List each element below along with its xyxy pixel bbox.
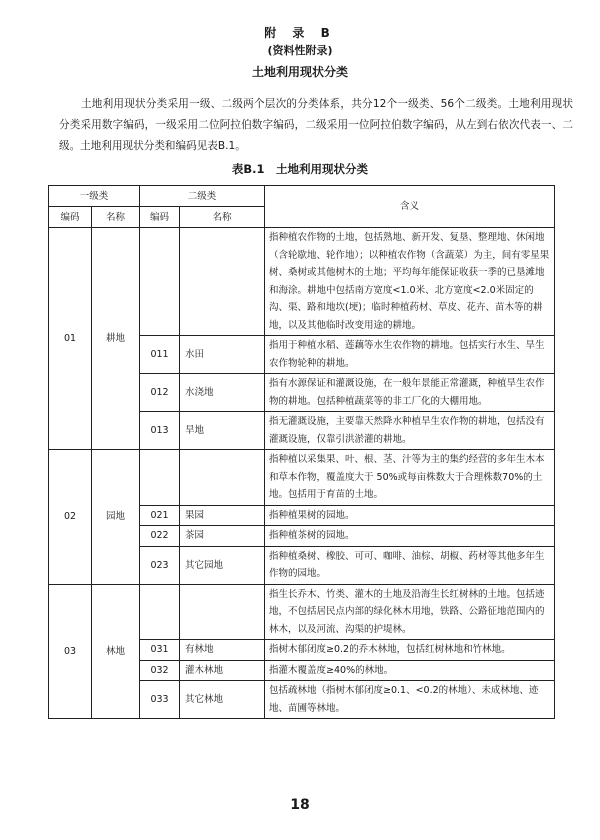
sub-name: 旱地 xyxy=(180,412,265,450)
group-desc: 指种植以采集果、叶、根、茎、汁等为主的集约经营的多年生木本和草本作物，覆盖度大于 50%或每亩株数大于合理株数70%的土地。包括用于育苗的土地。 xyxy=(265,450,555,506)
sub-name: 其它园地 xyxy=(180,546,265,584)
appendix-note: (资料性附录) xyxy=(267,44,333,57)
header-level1: 一级类 xyxy=(49,186,140,207)
sub-code: 031 xyxy=(140,640,180,661)
empty-cell xyxy=(140,450,180,506)
empty-cell xyxy=(180,584,265,640)
sub-code: 022 xyxy=(140,526,180,547)
group-desc: 指生长乔木、竹类、灌木的土地及沿海生长红树林的土地。包括迹地，不包括居民点内部的绿化林木用地，铁路、公路征地范围内的林木，以及河流、沟渠的护堤林。 xyxy=(265,584,555,640)
header-level2-code: 编码 xyxy=(140,207,180,228)
empty-cell xyxy=(140,584,180,640)
table-row xyxy=(49,584,555,640)
sub-name: 水浇地 xyxy=(180,374,265,412)
intro-paragraph: 土地利用现状分类采用一级、二级两个层次的分类体系，共分12个一级类、56个二级类。土地利用现状分类采用数字编码，一级采用二位阿拉伯数字编码，二级采用一位阿拉伯数字编码，从左到右依次代表一、二级。土地利用现状分类和编码见表B.1。 xyxy=(59,98,573,152)
header-level1-name: 名称 xyxy=(92,207,140,228)
appendix-header xyxy=(0,24,600,82)
group-code: 01 xyxy=(49,228,92,450)
sub-name: 其它林地 xyxy=(180,681,265,719)
sub-code: 033 xyxy=(140,681,180,719)
sub-desc: 指树木郁闭度≥0.2的乔木林地，包括红树林地和竹林地。 xyxy=(265,640,555,661)
page-title: 土地利用现状分类 xyxy=(251,65,348,79)
sub-code: 023 xyxy=(140,546,180,584)
header-level1-code: 编码 xyxy=(49,207,92,228)
sub-code: 032 xyxy=(140,660,180,681)
group-name: 林地 xyxy=(92,584,140,719)
page-number: 18 xyxy=(290,797,310,813)
header-desc: 含义 xyxy=(265,186,555,228)
sub-name: 有林地 xyxy=(180,640,265,661)
sub-desc: 指灌木覆盖度≥40%的林地。 xyxy=(265,660,555,681)
sub-name: 茶园 xyxy=(180,526,265,547)
group-desc: 指种植农作物的土地，包括熟地、新开发、复垦、整理地、休闲地（含轮歇地、轮作地）；以种植农作物（含蔬菜）为主，间有零星果树、桑树或其他树木的土地；平均每年能保证收获一季的已垦滩地和海涂。耕地中包括南方宽度<1.0米、北方宽度<2.0米固定的沟、渠、路和地坎(埂)；临时种植药材、草皮、花卉、苗木等的耕地，以及其他临时改变用途的耕地。 xyxy=(265,228,555,336)
empty-cell xyxy=(180,450,265,506)
sub-desc: 指用于种植水稻、莲藕等水生农作物的耕地。包括实行水生、旱生农作物轮种的耕地。 xyxy=(265,336,555,374)
sub-desc: 包括疏林地（指树木郁闭度≥0.1、<0.2的林地）、未成林地、迹地、苗圃等林地。 xyxy=(265,681,555,719)
sub-name: 果园 xyxy=(180,505,265,526)
group-code: 02 xyxy=(49,450,92,585)
sub-desc: 指种植果树的园地。 xyxy=(265,505,555,526)
table-header-row xyxy=(49,186,555,207)
sub-name: 水田 xyxy=(180,336,265,374)
sub-desc: 指种植茶树的园地。 xyxy=(265,526,555,547)
sub-name: 灌木林地 xyxy=(180,660,265,681)
empty-cell xyxy=(140,228,180,336)
table-row xyxy=(49,450,555,506)
header-level2: 二级类 xyxy=(140,186,265,207)
sub-code: 011 xyxy=(140,336,180,374)
group-code: 03 xyxy=(49,584,92,719)
table-row xyxy=(49,228,555,336)
group-name: 园地 xyxy=(92,450,140,585)
table-caption: 表B.1 土地利用现状分类 xyxy=(231,162,369,176)
land-use-classification-table xyxy=(48,185,555,719)
sub-desc: 指无灌溉设施，主要靠天然降水种植旱生农作物的耕地，包括没有灌溉设施，仅靠引洪淤灌的耕地。 xyxy=(265,412,555,450)
empty-cell xyxy=(180,228,265,336)
sub-desc: 指种植桑树、橡胶、可可、咖啡、油棕、胡椒、药材等其他多年生作物的园地。 xyxy=(265,546,555,584)
sub-code: 021 xyxy=(140,505,180,526)
sub-desc: 指有水源保证和灌溉设施，在一般年景能正常灌溉，种植旱生农作物的耕地。包括种植蔬菜等的非工厂化的大棚用地。 xyxy=(265,374,555,412)
group-name: 耕地 xyxy=(92,228,140,450)
sub-code: 012 xyxy=(140,374,180,412)
header-level2-name: 名称 xyxy=(180,207,265,228)
sub-code: 013 xyxy=(140,412,180,450)
appendix-label: 附 录 B xyxy=(264,26,336,40)
